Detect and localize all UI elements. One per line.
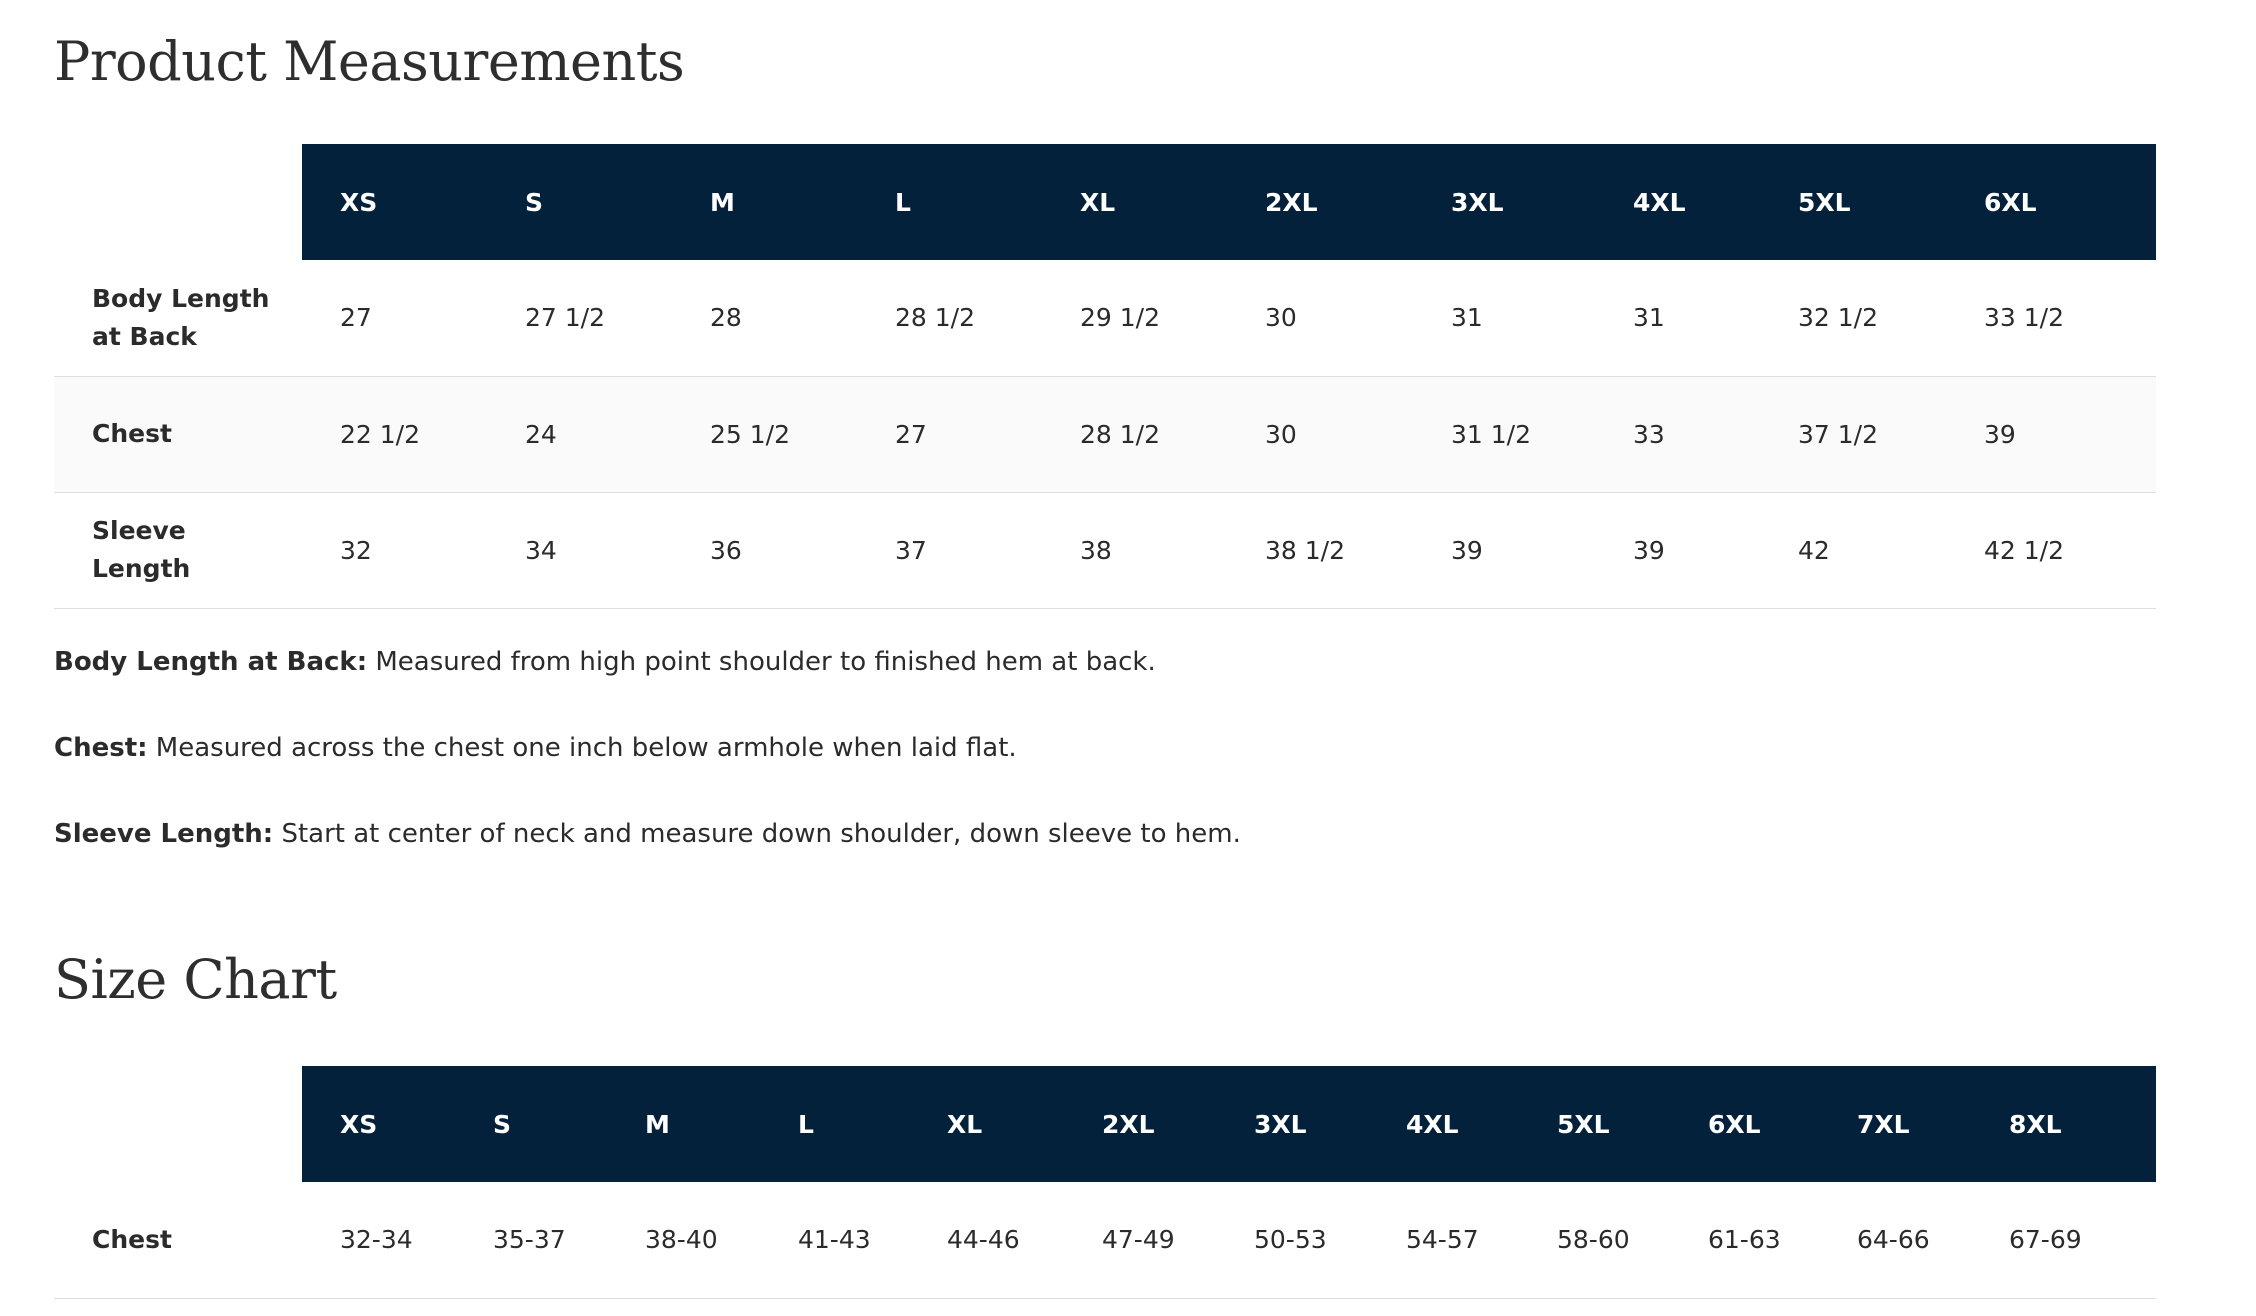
table-cell: 31 [1451, 303, 1483, 333]
size-header: 7XL [1819, 1066, 1971, 1182]
size-header: 3XL [1216, 1066, 1368, 1182]
size-header: 5XL [1519, 1066, 1670, 1182]
size-chart-title: Size Chart [54, 948, 337, 1011]
size-header: 5XL [1760, 144, 1946, 260]
size-header: 4XL [1595, 144, 1760, 260]
table-cell: 33 [1633, 419, 1665, 449]
table-cell: 54-57 [1406, 1225, 1479, 1255]
table-cell: 37 1/2 [1798, 419, 1878, 449]
table-cell: 27 [895, 419, 927, 449]
definition-term: Chest: [54, 733, 148, 763]
table-cell: 32-34 [340, 1225, 413, 1255]
size-chart-table [54, 1066, 2156, 1299]
size-header: 6XL [1946, 144, 2156, 260]
definition-body-length [54, 645, 2154, 679]
size-header: M [607, 1066, 760, 1182]
definition-text: Measured from high point shoulder to finished hem at back. [367, 647, 1156, 677]
definition-sleeve-length [54, 817, 2154, 851]
table-cell: 42 1/2 [1984, 535, 2064, 565]
table-cell: 33 1/2 [1984, 303, 2064, 333]
size-header: 2XL [1064, 1066, 1216, 1182]
row-label-text: Body Length at Back [92, 283, 270, 351]
definition-term: Sleeve Length: [54, 819, 274, 849]
size-header: XL [909, 1066, 1064, 1182]
row-label: Chest [92, 419, 172, 448]
table-cell: 32 1/2 [1798, 303, 1878, 333]
product-measurements-table [54, 144, 2156, 609]
table-row-chest [54, 376, 2156, 492]
size-header: L [760, 1066, 909, 1182]
header-corner [54, 1066, 302, 1182]
table-cell: 38 [1080, 535, 1112, 565]
size-header: XS [302, 1066, 455, 1182]
size-header: S [487, 144, 672, 260]
table-cell: 28 1/2 [1080, 419, 1160, 449]
table-cell: 30 [1265, 303, 1297, 333]
table-cell: 32 [340, 535, 372, 565]
table-cell: 27 [340, 303, 372, 333]
table-cell: 67-69 [2009, 1225, 2082, 1255]
table-cell: 42 [1798, 535, 1830, 565]
size-header: 3XL [1413, 144, 1595, 260]
definition-term: Body Length at Back: [54, 647, 368, 677]
table-cell: 38 1/2 [1265, 535, 1345, 565]
table-cell: 25 1/2 [710, 419, 790, 449]
size-header: 8XL [1971, 1066, 2156, 1182]
size-chart-header-row [54, 1066, 2156, 1182]
table-cell: 47-49 [1102, 1225, 1175, 1255]
table-cell: 31 [1633, 303, 1665, 333]
table-cell: 58-60 [1557, 1225, 1630, 1255]
table-cell: 37 [895, 535, 927, 565]
measurement-definitions [54, 645, 2154, 903]
size-header: S [455, 1066, 607, 1182]
table-cell: 44-46 [947, 1225, 1020, 1255]
table-cell: 28 [710, 303, 742, 333]
table-cell: 30 [1265, 419, 1297, 449]
table-cell: 39 [1451, 535, 1483, 565]
size-header: M [672, 144, 857, 260]
definition-chest [54, 731, 2154, 765]
table-cell: 34 [525, 535, 557, 565]
table-cell: 27 1/2 [525, 303, 605, 333]
definition-text: Measured across the chest one inch below armhole when laid flat. [147, 733, 1017, 763]
measurements-header-row [54, 144, 2156, 260]
size-header: 4XL [1368, 1066, 1519, 1182]
table-row-chest-range [54, 1182, 2156, 1298]
table-cell: 39 [1633, 535, 1665, 565]
size-header: L [857, 144, 1042, 260]
table-cell: 35-37 [493, 1225, 566, 1255]
table-cell: 22 1/2 [340, 419, 420, 449]
table-cell: 36 [710, 535, 742, 565]
table-cell: 29 1/2 [1080, 303, 1160, 333]
header-corner [54, 144, 302, 260]
row-label-text: Sleeve Length [92, 516, 191, 583]
definition-text: Start at center of neck and measure down shoulder, down sleeve to hem. [273, 819, 1241, 849]
table-cell: 28 1/2 [895, 303, 975, 333]
table-cell: 64-66 [1857, 1225, 1930, 1255]
table-row-body-length [54, 260, 2156, 376]
table-cell: 38-40 [645, 1225, 718, 1255]
table-cell: 31 1/2 [1451, 419, 1531, 449]
size-header: XS [302, 144, 487, 260]
table-cell: 41-43 [798, 1225, 871, 1255]
row-label: Chest [92, 1224, 172, 1254]
size-header: XL [1042, 144, 1227, 260]
product-measurements-title: Product Measurements [54, 30, 685, 93]
table-row-sleeve-length [54, 492, 2156, 608]
table-cell: 61-63 [1708, 1225, 1781, 1255]
table-cell: 39 [1984, 419, 2016, 449]
row-label [54, 492, 302, 608]
row-label [54, 260, 302, 376]
size-header: 2XL [1227, 144, 1413, 260]
table-cell: 24 [525, 419, 557, 449]
table-cell: 50-53 [1254, 1225, 1327, 1255]
size-header: 6XL [1670, 1066, 1819, 1182]
